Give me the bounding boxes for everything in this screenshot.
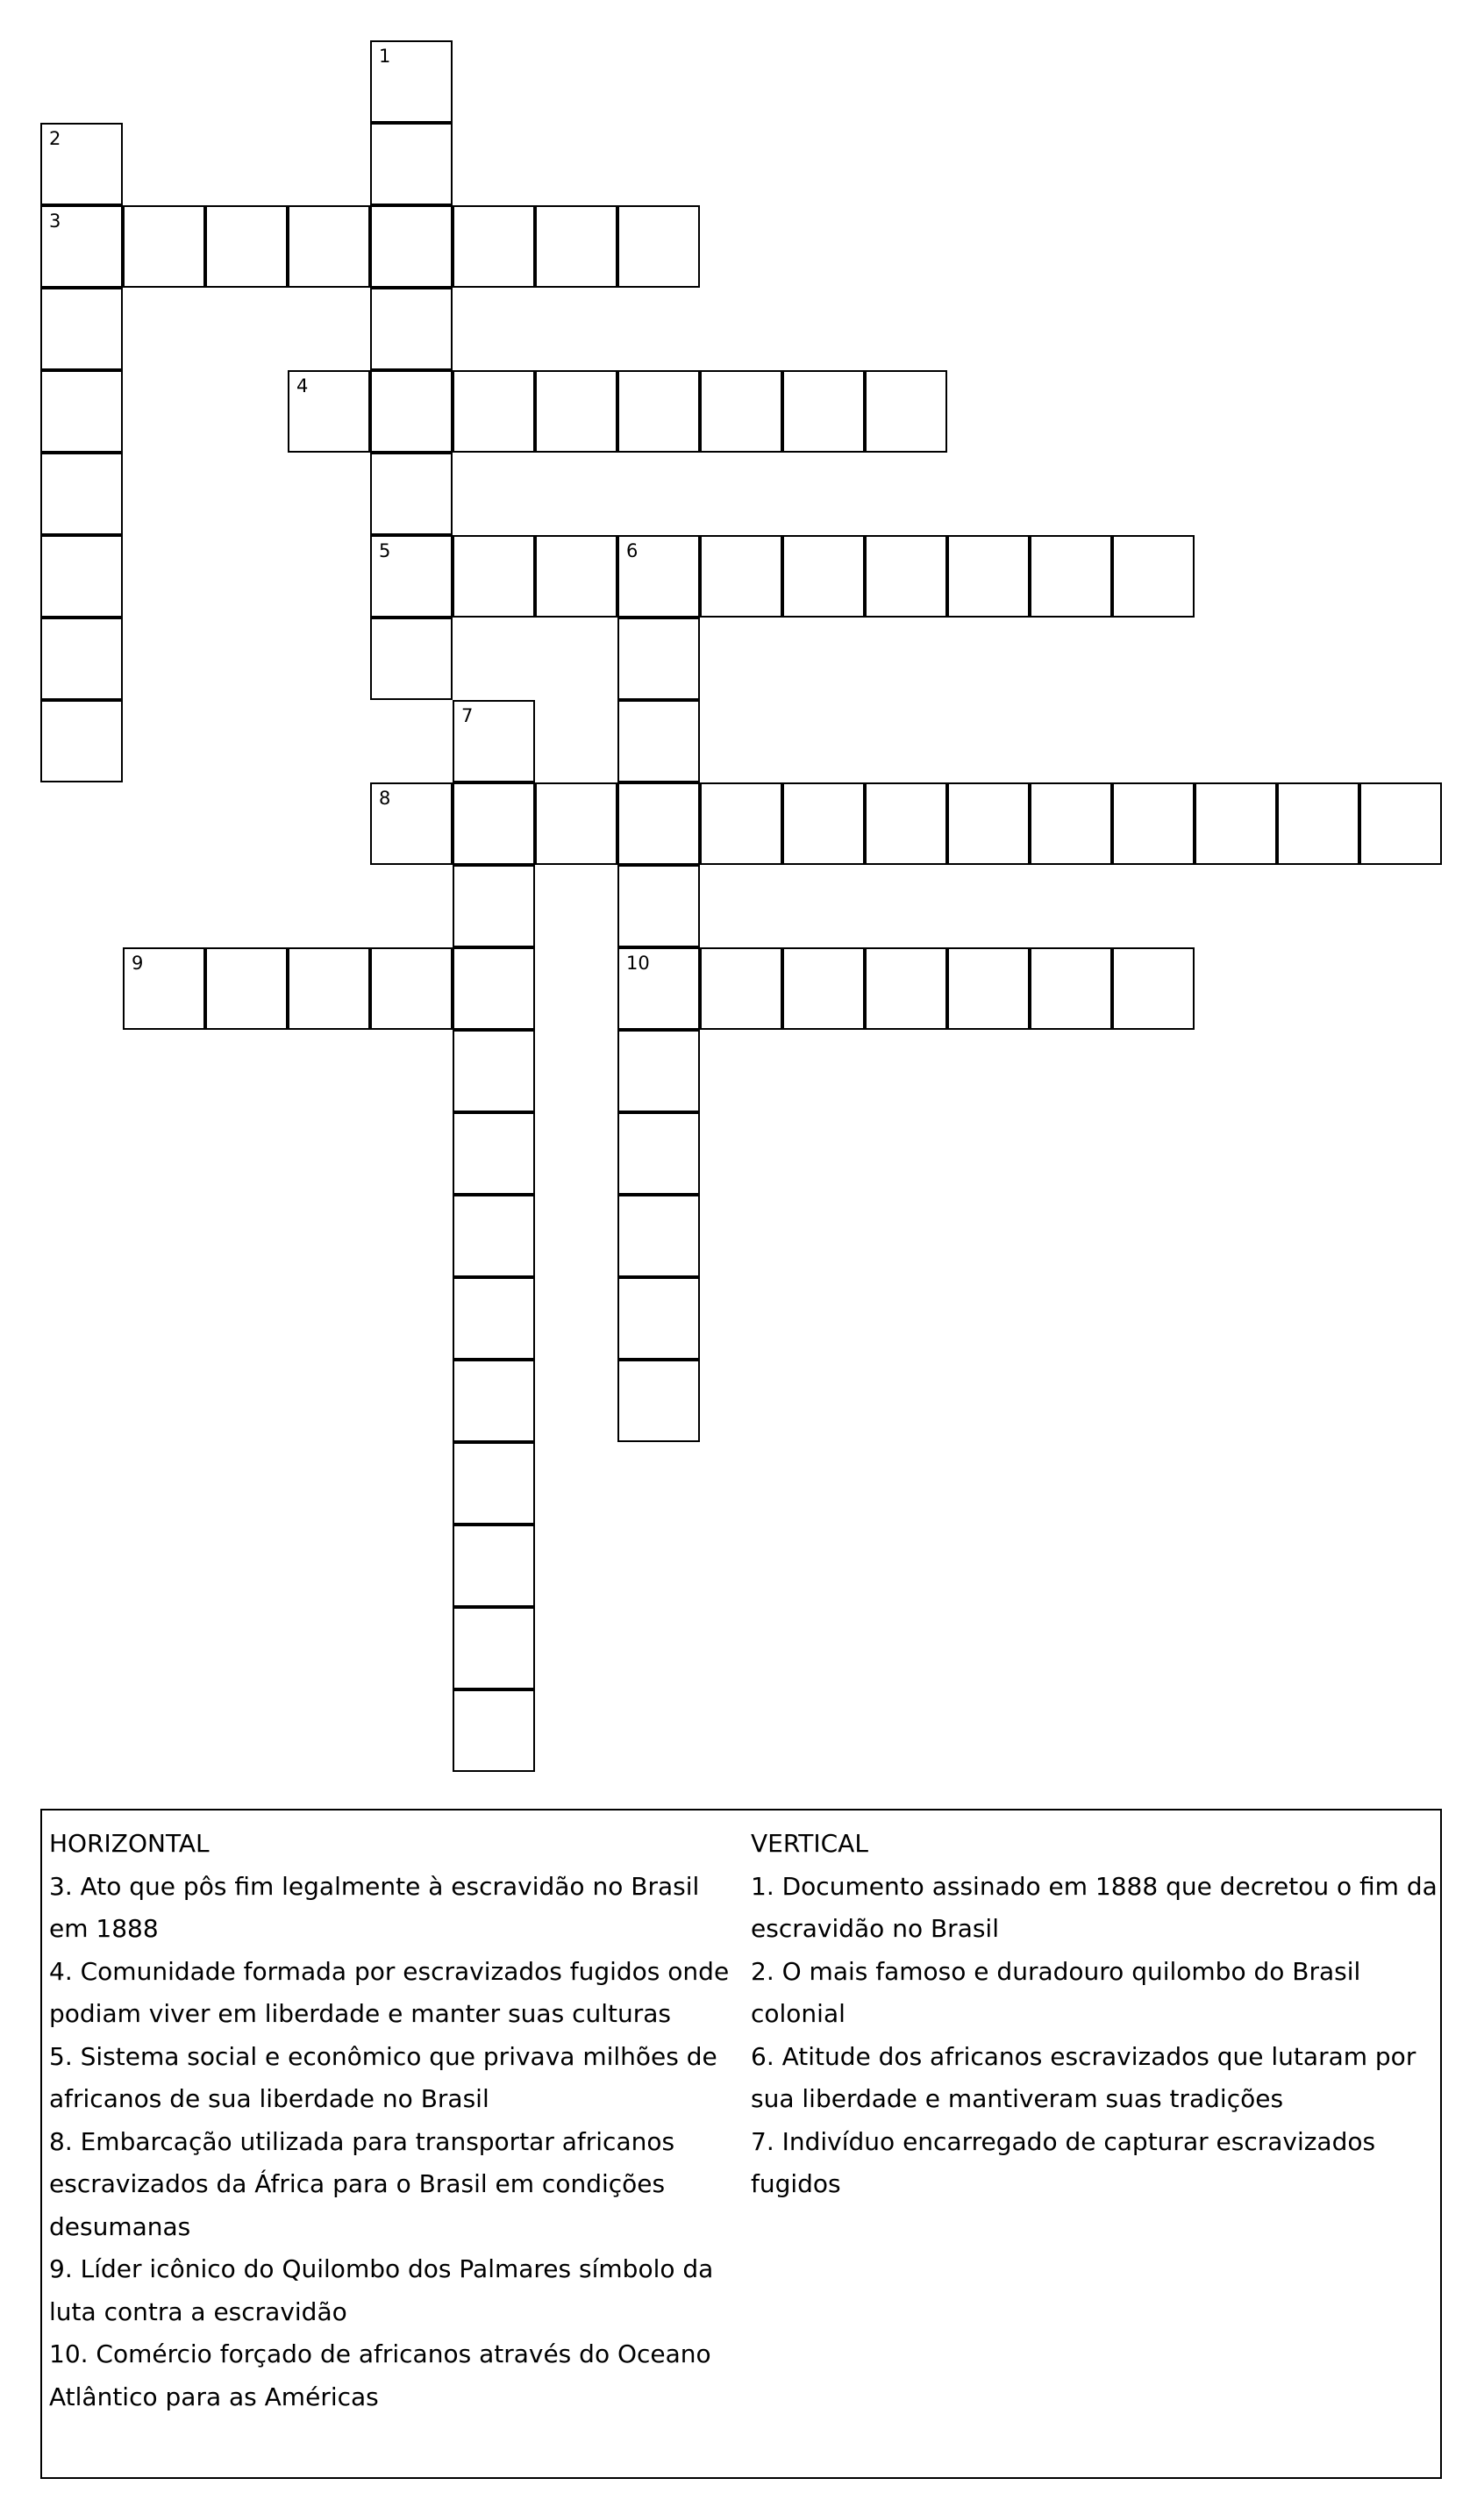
grid-cell[interactable]	[617, 535, 700, 618]
grid-cell[interactable]	[453, 1689, 535, 1772]
clue-number: 10	[626, 953, 650, 974]
grid-cell[interactable]	[617, 700, 700, 782]
grid-cell[interactable]	[947, 782, 1030, 865]
grid-cell[interactable]	[370, 453, 453, 535]
clue-number: 3	[49, 211, 61, 232]
grid-cell[interactable]	[370, 40, 453, 123]
grid-cell[interactable]	[40, 370, 123, 453]
grid-cell[interactable]	[370, 288, 453, 370]
clue-horizontal-10: 10. Comércio forçado de africanos através do Oceano Atlântico para as Américas	[49, 2339, 711, 2411]
grid-cell[interactable]	[370, 123, 453, 205]
clue-number: 4	[296, 375, 309, 396]
grid-cell[interactable]	[617, 1030, 700, 1112]
grid-cell[interactable]	[453, 1607, 535, 1689]
grid-cell[interactable]	[453, 865, 535, 947]
grid-cell[interactable]	[1359, 782, 1442, 865]
grid-cell[interactable]	[453, 700, 535, 782]
grid-cell[interactable]	[700, 947, 782, 1030]
grid-cell[interactable]	[617, 370, 700, 453]
grid-cell[interactable]	[947, 947, 1030, 1030]
grid-cell[interactable]	[453, 1195, 535, 1277]
grid-cell[interactable]	[1030, 535, 1112, 618]
grid-cell[interactable]	[123, 947, 205, 1030]
grid-cell[interactable]	[617, 1360, 700, 1442]
grid-cell[interactable]	[617, 865, 700, 947]
grid-cell[interactable]	[453, 1030, 535, 1112]
grid-cell[interactable]	[370, 535, 453, 618]
grid-cell[interactable]	[123, 205, 205, 288]
grid-cell[interactable]	[40, 453, 123, 535]
grid-cell[interactable]	[535, 370, 617, 453]
clue-number: 8	[379, 788, 391, 809]
vertical-clues-title: VERTICAL	[751, 1829, 868, 1858]
grid-cell[interactable]	[1112, 782, 1195, 865]
grid-cell[interactable]	[865, 947, 947, 1030]
grid-cell[interactable]	[370, 782, 453, 865]
grid-cell[interactable]	[370, 947, 453, 1030]
horizontal-clues-title: HORIZONTAL	[49, 1829, 210, 1858]
grid-cell[interactable]	[453, 947, 535, 1030]
grid-cell[interactable]	[370, 370, 453, 453]
grid-cell[interactable]	[453, 1442, 535, 1525]
grid-cell[interactable]	[700, 370, 782, 453]
grid-cell[interactable]	[700, 782, 782, 865]
grid-cell[interactable]	[453, 1277, 535, 1360]
clue-vertical-2: 2. O mais famoso e duradouro quilombo do Brasil colonial	[751, 1956, 1361, 2028]
grid-cell[interactable]	[1195, 782, 1277, 865]
grid-cell[interactable]	[617, 782, 700, 865]
grid-cell[interactable]	[1112, 535, 1195, 618]
clue-horizontal-3: 3. Ato que pôs fim legalmente à escravidão no Brasil em 1888	[49, 1871, 700, 1943]
grid-cell[interactable]	[1030, 947, 1112, 1030]
grid-cell[interactable]	[40, 288, 123, 370]
grid-cell[interactable]	[782, 782, 865, 865]
grid-cell[interactable]	[782, 947, 865, 1030]
grid-cell[interactable]	[453, 1360, 535, 1442]
grid-cell[interactable]	[1277, 782, 1359, 865]
clue-number: 9	[132, 953, 144, 974]
clue-horizontal-8: 8. Embarcação utilizada para transportar africanos escravizados da África para o Brasil em condições desumanas	[49, 2126, 675, 2241]
grid-cell[interactable]	[782, 370, 865, 453]
grid-cell[interactable]	[617, 1277, 700, 1360]
clue-horizontal-5: 5. Sistema social e econômico que privava milhões de africanos de sua liberdade no Brasil	[49, 2041, 717, 2113]
grid-cell[interactable]	[288, 947, 370, 1030]
grid-cell[interactable]	[617, 205, 700, 288]
grid-cell[interactable]	[535, 535, 617, 618]
grid-cell[interactable]	[535, 205, 617, 288]
grid-cell[interactable]	[1030, 782, 1112, 865]
grid-cell[interactable]	[700, 535, 782, 618]
vertical-clues	[751, 1823, 1440, 2206]
grid-cell[interactable]	[865, 535, 947, 618]
grid-cell[interactable]	[205, 947, 288, 1030]
grid-cell[interactable]	[40, 618, 123, 700]
clue-vertical-1: 1. Documento assinado em 1888 que decretou o fim da escravidão no Brasil	[751, 1871, 1438, 1943]
clue-number: 1	[379, 46, 391, 67]
clue-vertical-6: 6. Atitude dos africanos escravizados que lutaram por sua liberdade e mantiveram suas tradições	[751, 2041, 1416, 2113]
grid-cell[interactable]	[40, 535, 123, 618]
grid-cell[interactable]	[370, 618, 453, 700]
clue-number: 2	[49, 128, 61, 149]
clue-horizontal-9: 9. Líder icônico do Quilombo dos Palmares símbolo da luta contra a escravidão	[49, 2254, 714, 2326]
grid-cell[interactable]	[40, 205, 123, 288]
grid-cell[interactable]	[453, 205, 535, 288]
grid-cell[interactable]	[617, 1112, 700, 1195]
grid-cell[interactable]	[617, 947, 700, 1030]
grid-cell[interactable]	[1112, 947, 1195, 1030]
grid-cell[interactable]	[453, 535, 535, 618]
horizontal-clues	[49, 1823, 742, 2418]
clue-number: 7	[461, 705, 474, 726]
clue-horizontal-4: 4. Comunidade formada por escravizados fugidos onde podiam viver em liberdade e manter suas culturas	[49, 1956, 730, 2028]
grid-cell[interactable]	[453, 1525, 535, 1607]
grid-cell[interactable]	[865, 370, 947, 453]
clue-vertical-7: 7. Indivíduo encarregado de capturar escravizados fugidos	[751, 2126, 1376, 2198]
grid-cell[interactable]	[453, 1112, 535, 1195]
grid-cell[interactable]	[453, 370, 535, 453]
clue-number: 5	[379, 540, 391, 561]
grid-cell[interactable]	[617, 1195, 700, 1277]
grid-cell[interactable]	[288, 205, 370, 288]
grid-cell[interactable]	[865, 782, 947, 865]
grid-cell[interactable]	[617, 618, 700, 700]
grid-cell[interactable]	[205, 205, 288, 288]
clue-number: 6	[626, 540, 639, 561]
grid-cell[interactable]	[782, 535, 865, 618]
grid-cell[interactable]	[40, 700, 123, 782]
grid-cell[interactable]	[40, 123, 123, 205]
grid-cell[interactable]	[288, 370, 370, 453]
grid-cell[interactable]	[947, 535, 1030, 618]
grid-cell[interactable]	[370, 205, 453, 288]
grid-cell[interactable]	[453, 782, 535, 865]
grid-cell[interactable]	[535, 782, 617, 865]
clues-box	[40, 1809, 1442, 2479]
